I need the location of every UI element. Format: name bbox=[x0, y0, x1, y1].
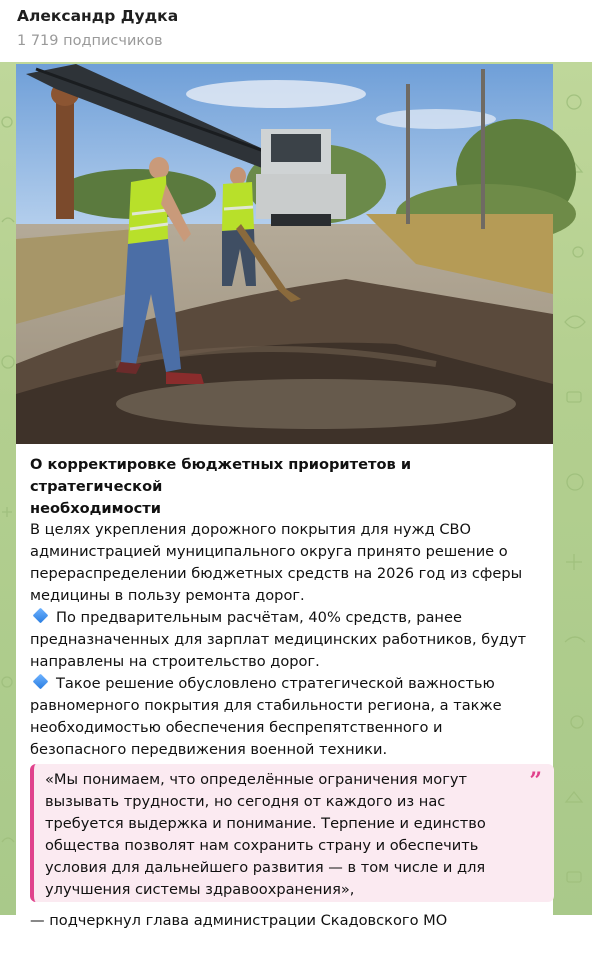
quote-attribution: — подчеркнул глава администрации Скадовского МО bbox=[30, 912, 448, 929]
channel-header[interactable] bbox=[0, 0, 592, 62]
post-bubble bbox=[16, 64, 553, 964]
bullet-item: По предварительным расчётам, 40% средств, ранее предназначенных для зарплат медицинских работников, будут направлены на строительство дорог. bbox=[30, 609, 527, 670]
quote-mark-icon: ” bbox=[529, 768, 542, 794]
blockquote bbox=[30, 764, 554, 902]
bullet-item: Такое решение обусловлено стратегической важностью равномерного покрытия для стабильности региона, а также необходимостью обеспечения беспрепятственного и безопасного передвижения военной техники. bbox=[30, 675, 502, 758]
post-photo[interactable] bbox=[16, 64, 553, 444]
subscriber-count: 1 719 подписчиков bbox=[17, 33, 163, 49]
channel-name[interactable]: Александр Дудка bbox=[17, 7, 179, 25]
blue-diamond-icon bbox=[33, 608, 49, 624]
road-repair-photo bbox=[16, 64, 553, 444]
blue-diamond-icon bbox=[33, 674, 49, 690]
chat-background bbox=[0, 62, 592, 929]
post-paragraph: В целях укрепления дорожного покрытия для нужд СВО администрацией муниципального округа принято решение о перераспределении бюджетных средств на 2026 год из сферы медицины в пользу ремонта дорог. bbox=[30, 521, 523, 604]
post-title: О корректировке бюджетных приоритетов и стратегической необходимости bbox=[30, 456, 412, 517]
quote-text: «Мы понимаем, что определённые ограничения могут вызывать трудности, но сегодня от каждого из нас требуется выдержка и понимание. Терпение и единство общества позволят нам сохранить страну и обеспечить условия для дальнейшего развития — в том числе и для улучшения системы здравоохранения», bbox=[45, 771, 486, 898]
